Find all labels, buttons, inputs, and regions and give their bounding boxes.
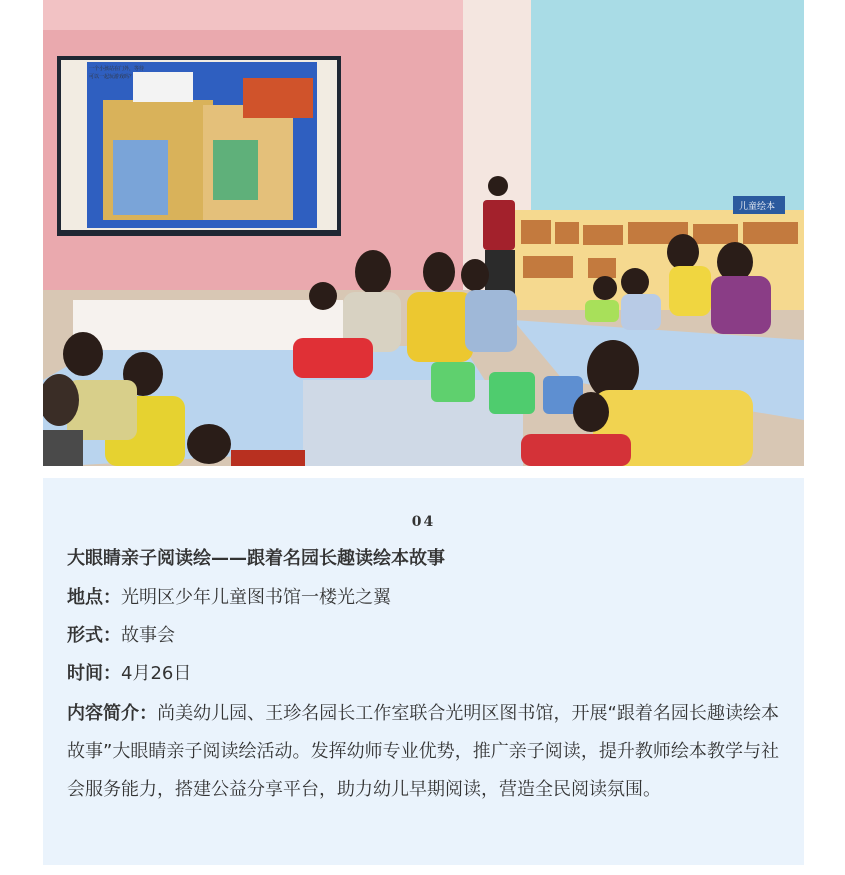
location-label: 地点： bbox=[67, 587, 121, 608]
screen-text-1: 一个小孩站在门外，等待 bbox=[89, 66, 145, 72]
format-label: 形式： bbox=[67, 625, 121, 646]
event-number: 04 bbox=[411, 514, 436, 530]
time-row bbox=[67, 659, 191, 685]
shelf-sign-text: 儿童绘本 bbox=[739, 202, 776, 212]
time-label: 时间： bbox=[67, 663, 121, 684]
location-value: 光明区少年儿童图书馆一楼光之翼 bbox=[121, 587, 391, 608]
intro-label: 内容简介： bbox=[67, 703, 158, 724]
event-card bbox=[43, 478, 804, 865]
event-title: 大眼睛亲子阅读绘——跟着名园长趣读绘本故事 bbox=[67, 548, 445, 569]
location-row bbox=[67, 583, 391, 609]
intro-paragraph bbox=[67, 695, 779, 809]
format-value: 故事会 bbox=[121, 625, 175, 646]
time-value: 4月26日 bbox=[121, 663, 192, 684]
format-row bbox=[67, 621, 175, 647]
event-photo bbox=[43, 0, 804, 466]
screen-text-2: 可以一起玩游戏吗？ bbox=[89, 74, 135, 80]
storytime-photo bbox=[43, 0, 804, 466]
intro-value: 尚美幼儿园、王珍名园长工作室联合光明区图书馆，开展“跟着名园长趣读绘本故事”大眼睛亲子阅读绘活动。发挥幼师专业优势，推广亲子阅读，提升教师绘本教学与社会服务能力，搭建公益分享平台，助力幼儿早期阅读，营造全民阅读氛围。 bbox=[67, 703, 780, 800]
